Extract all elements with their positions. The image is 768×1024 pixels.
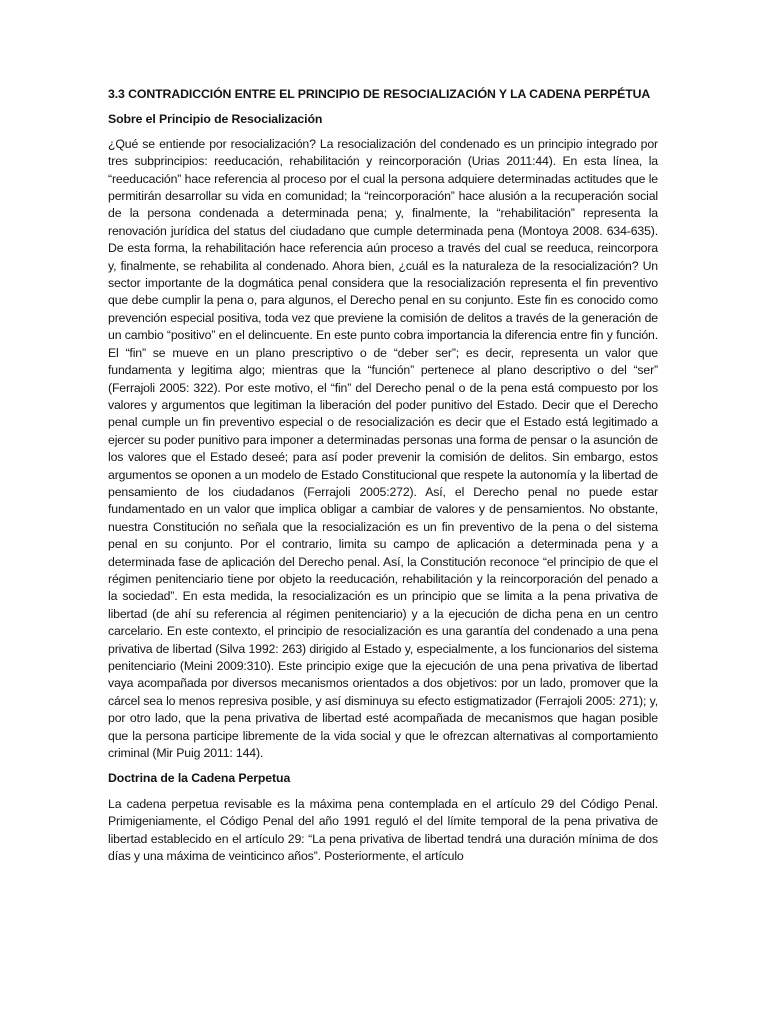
paragraph-cadena-perpetua: La cadena perpetua revisable es la máxima pena contemplada en el artículo 29 del Código Penal. Primigeniamente, el Código Penal del año 1991 reguló el del límite temporal de la pena privativa de libertad establecido en el artículo 29: “La pena privativa de libertad tendrá una duración mínima de dos días y una máxima de veinticinco años”. Posteriormente, el artículo (108, 796, 658, 864)
subsection-title-resocializacion: Sobre el Principio de Resocialización (108, 112, 323, 127)
paragraph-resocializacion: ¿Qué se entiende por resocialización? La resocialización del condenado es un principio integrado por tres subprincipios: reeducación, rehabilitación y reincorporación (Urias 2011:44). En esta línea, la “reeducación” hace referencia al proceso por el cual la persona adquiere determinadas actitudes que le permitirán desarrollar su vida en comunidad; la “reincorporación” hace alusión a la recuperación social de la persona condenada a determinada pena; y, finalmente, la “rehabilitación” representa la renovación jurídica del status del ciudadano que cumple determinada pena (Montoya 2008. 634-635). De esta forma, la rehabilitación hace referencia aún proceso a través del cual se reeduca, reincorpora y, finalmente, se rehabilita al condenado. Ahora bien, ¿cuál es la naturaleza de la resocialización? Un sector importante de la dogmática penal considera que la resocialización representa el fin preventivo que debe cumplir la pena o, para algunos, el Derecho penal en su conjunto. Este fin es conocido como prevención especial positiva, toda vez que previene la comisión de delitos a través de la generación de un cambio “positivo” en el delincuente. En este punto cobra importancia la diferencia entre fin y función. El “fin” se mueve en un plano prescriptivo o de “deber ser”; es decir, representa un valor que fundamenta y legitima algo; mientras que la “función” pertenece al plano descriptivo o del “ser” (Ferrajoli 2005: 322). Por este motivo, el “fin” del Derecho penal o de la pena está compuesto por los valores y argumentos que legitiman la liberación del poder punitivo del Estado. Decir que el Derecho penal cumple un fin preventivo especial o de resocialización es decir que el Estado está legitimado a ejercer su poder punitivo para imponer a determinadas personas una forma de pensar o la asunción de los valores que el Estado deseé; para así poder prevenir la comisión de delitos. Sin embargo, estos argumentos se oponen a un modelo de Estado Constitucional que respete la autonomía y la libertad de pensamiento de los ciudadanos (Ferrajoli 2005:272). Así, el Derecho penal no puede estar fundamentado en un valor que implica obligar a cambiar de valores y de pensamientos. No obstante, nuestra Constitución no señala que la resocialización es un fin preventivo de la pena o del sistema penal en su conjunto. Por el contrario, limita su campo de aplicación a determinada pena y a determinada fase de aplicación del Derecho penal. Así, la Constitución reconoce “el principio de que el régimen penitenciario tiene por objeto la reeducación, rehabilitación y la reincorporación del penado a la sociedad”. En esta medida, la resocialización es un principio que se limita a la pena privativa de libertad (de ahí su referencia al régimen penitenciario) y a la ejecución de dicha pena en un centro carcelario. En este contexto, el principio de resocialización es una garantía del condenado a una pena privativa de libertad (Silva 1992: 263) dirigido al Estado y, especialmente, a los funcionarios del sistema penitenciario (Meini 2009:310). Este principio exige que la ejecución de una pena privativa de libertad vaya acompañada por diversos mecanismos orientados a dos objetivos: por un lado, promover que la cárcel sea lo menos represiva posible, y así disminuya su efecto estigmatizador (Ferrajoli 2005: 271); y, por otro lado, que la pena privativa de libertad esté acompañada de mecanismos que hagan posible que la persona participe libremente de la vida social y que le ofrezcan alternativas al comportamiento criminal (Mir Puig 2011: 144). (108, 136, 658, 761)
section-title: 3.3 CONTRADICCIÓN ENTRE EL PRINCIPIO DE RESOCIALIZACIÓN Y LA CADENA PERPÉTUA (108, 87, 651, 101)
document-page (108, 86, 658, 865)
subsection-title-cadena-perpetua: Doctrina de la Cadena Perpetua (108, 771, 291, 786)
